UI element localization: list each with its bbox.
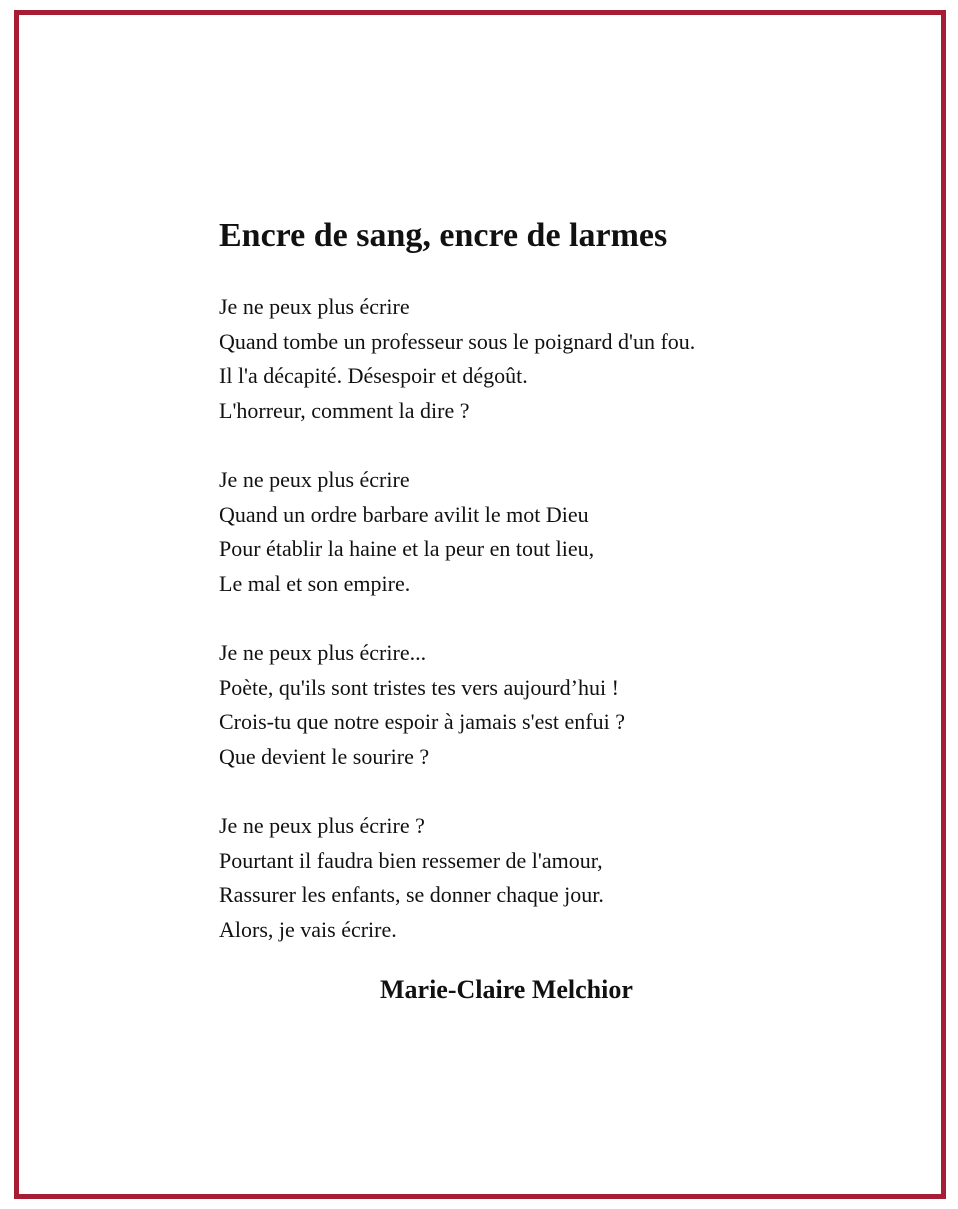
stanza-4 — [219, 809, 839, 947]
poem-line: Le mal et son empire. — [219, 570, 411, 596]
poem-line: Rassurer les enfants, se donner chaque jour. — [219, 882, 604, 907]
poem-line: Quand un ordre barbare avilit le mot Dieu — [219, 501, 589, 527]
poem-line: Je ne peux plus écrire ? — [219, 813, 425, 838]
poem-line: Que devient le sourire ? — [219, 743, 430, 769]
poem-line: Crois-tu que notre espoir à jamais s'est enfui ? — [219, 709, 625, 734]
poem-line: Je ne peux plus écrire... — [219, 640, 427, 665]
stanza-3 — [219, 636, 839, 774]
poem-line: Pour établir la haine et la peur en tout lieu, — [219, 536, 595, 561]
author-name: Marie-Claire Melchior — [380, 975, 633, 1004]
poem — [219, 214, 839, 982]
poem-line: Quand tombe un professeur sous le poignard d'un fou. — [219, 328, 696, 354]
poem-title: Encre de sang, encre de larmes — [219, 217, 668, 254]
stanza-1 — [219, 290, 839, 428]
poem-line: L'horreur, comment la dire ? — [219, 397, 470, 423]
poem-line: Il l'a décapité. Désespoir et dégoût. — [219, 363, 528, 388]
stanza-2 — [219, 463, 839, 601]
poem-line: Pourtant il faudra bien ressemer de l'amour, — [219, 847, 603, 873]
poem-line: Alors, je vais écrire. — [219, 916, 397, 942]
poem-line: Je ne peux plus écrire — [219, 467, 410, 492]
poem-line: Poète, qu'ils sont tristes tes vers aujourd’hui ! — [219, 674, 619, 700]
poem-line: Je ne peux plus écrire — [219, 294, 410, 319]
